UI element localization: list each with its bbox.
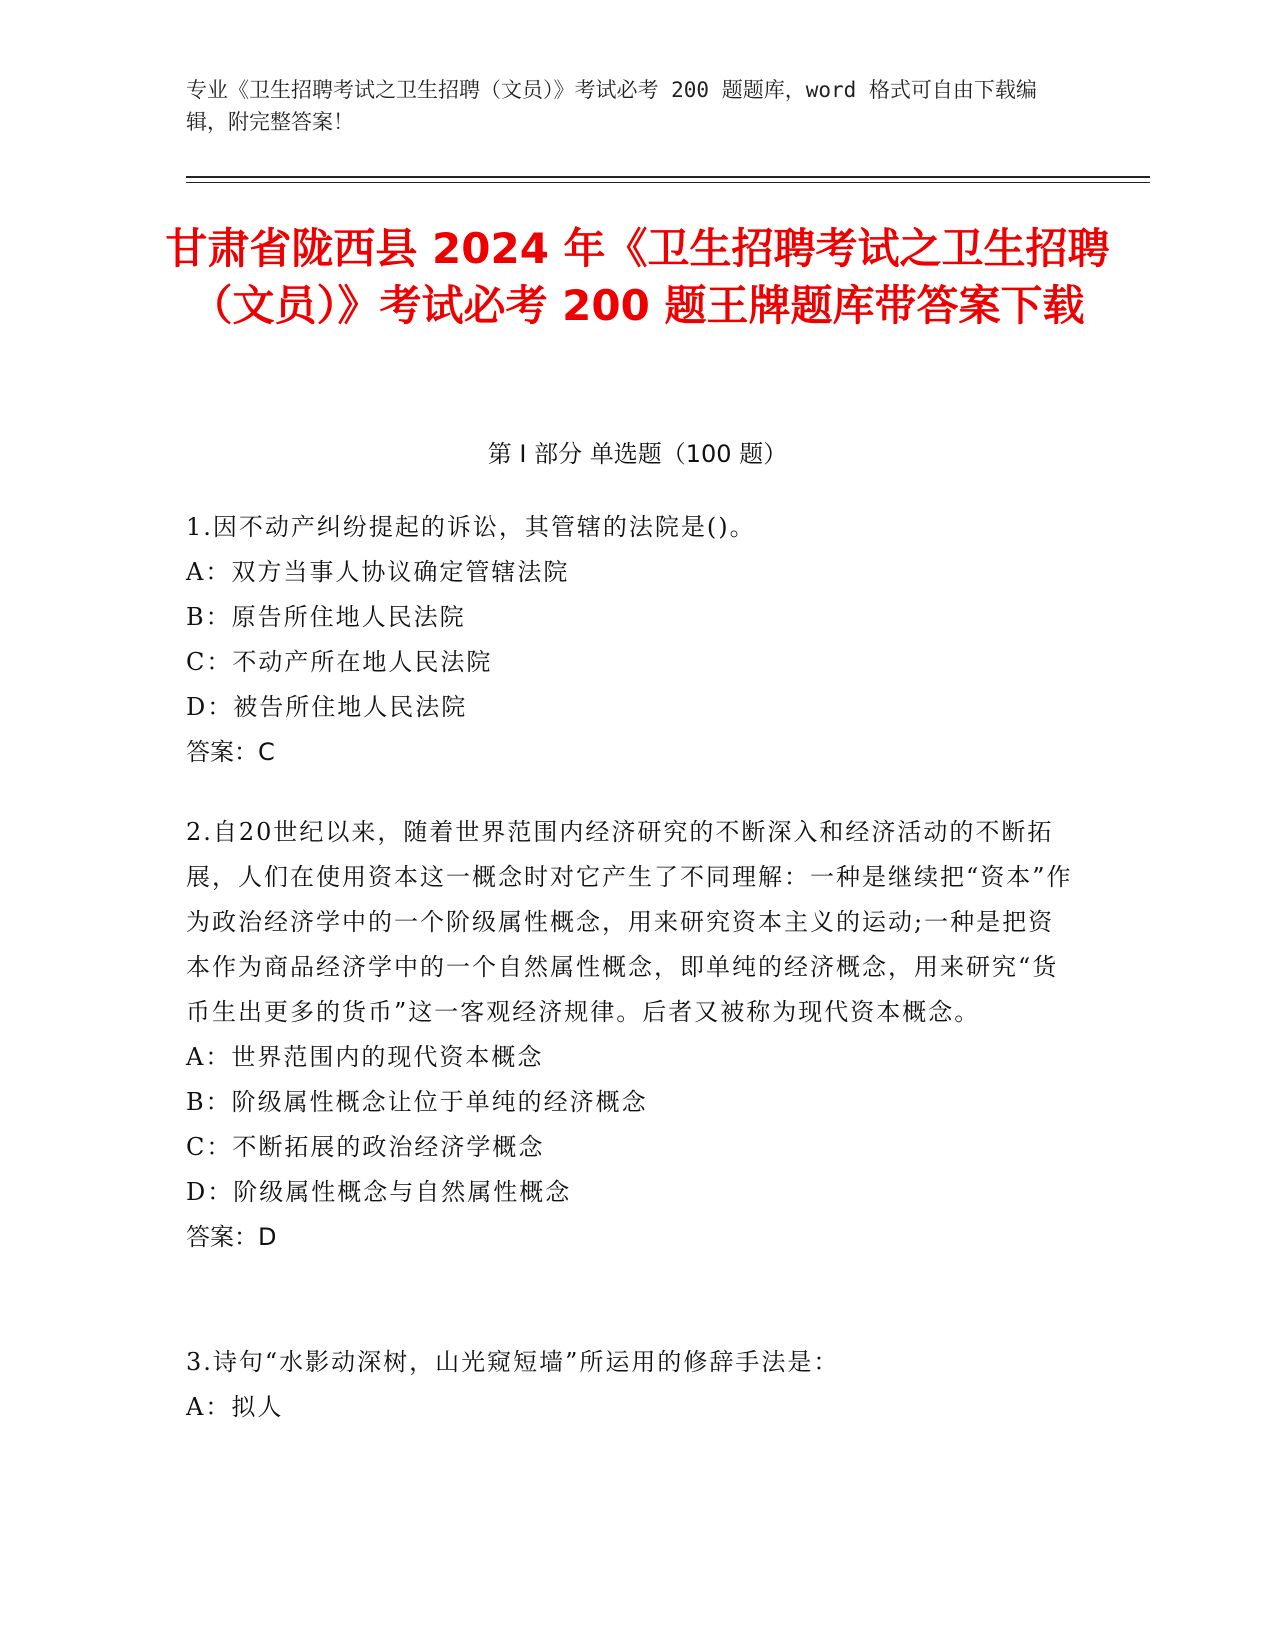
option-b: B：阶级属性概念让位于单纯的经济概念 — [186, 1088, 648, 1116]
question-text: 2.自20世纪以来，随着世界范围内经济研究的不断深入和经济活动的不断拓展，人们在使用资本这一概念时对它产生了不同理解：一种是继续把“资本”作为政治经济学中的一个阶级属性概念，用来研究资本主义的运动;一种是把资本作为商品经济学中的一个自然属性概念，即单纯的经济概念，用来研究“货币生出更多的货币”这一客观经济规律。后者又被称为现代资本概念。 — [186, 818, 1073, 1026]
option-c: C：不动产所在地人民法院 — [186, 648, 493, 676]
question-2 — [186, 810, 1076, 1260]
option-d: D：被告所住地人民法院 — [186, 693, 468, 721]
question-1 — [186, 505, 1076, 775]
header-note: 专业《卫生招聘考试之卫生招聘（文员）》考试必考 200 题题库，word 格式可自由下载编辑，附完整答案！ — [186, 78, 1037, 134]
section-title: 第 I 部分 单选题（100 题） — [487, 440, 788, 468]
option-a: A：世界范围内的现代资本概念 — [186, 1043, 544, 1071]
question-3 — [186, 1340, 1076, 1430]
option-a: A：拟人 — [186, 1393, 284, 1421]
document-title: 甘肃省陇西县 2024 年《卫生招聘考试之卫生招聘（文员）》考试必考 200 题王牌题库带答案下载 — [165, 224, 1110, 330]
answer: 答案：C — [186, 738, 275, 766]
question-text: 3.诗句“水影动深树，山光窥短墙”所运用的修辞手法是： — [186, 1348, 840, 1376]
question-text: 1.因不动产纠纷提起的诉讼，其管辖的法院是()。 — [186, 513, 756, 541]
header-divider-thin — [186, 182, 1150, 183]
option-c: C：不断拓展的政治经济学概念 — [186, 1133, 545, 1161]
answer: 答案：D — [186, 1223, 277, 1251]
option-a: A：双方当事人协议确定管辖法院 — [186, 558, 570, 586]
option-d: D：阶级属性概念与自然属性概念 — [186, 1178, 572, 1206]
header-divider-thick — [186, 176, 1150, 178]
option-b: B：原告所住地人民法院 — [186, 603, 466, 631]
